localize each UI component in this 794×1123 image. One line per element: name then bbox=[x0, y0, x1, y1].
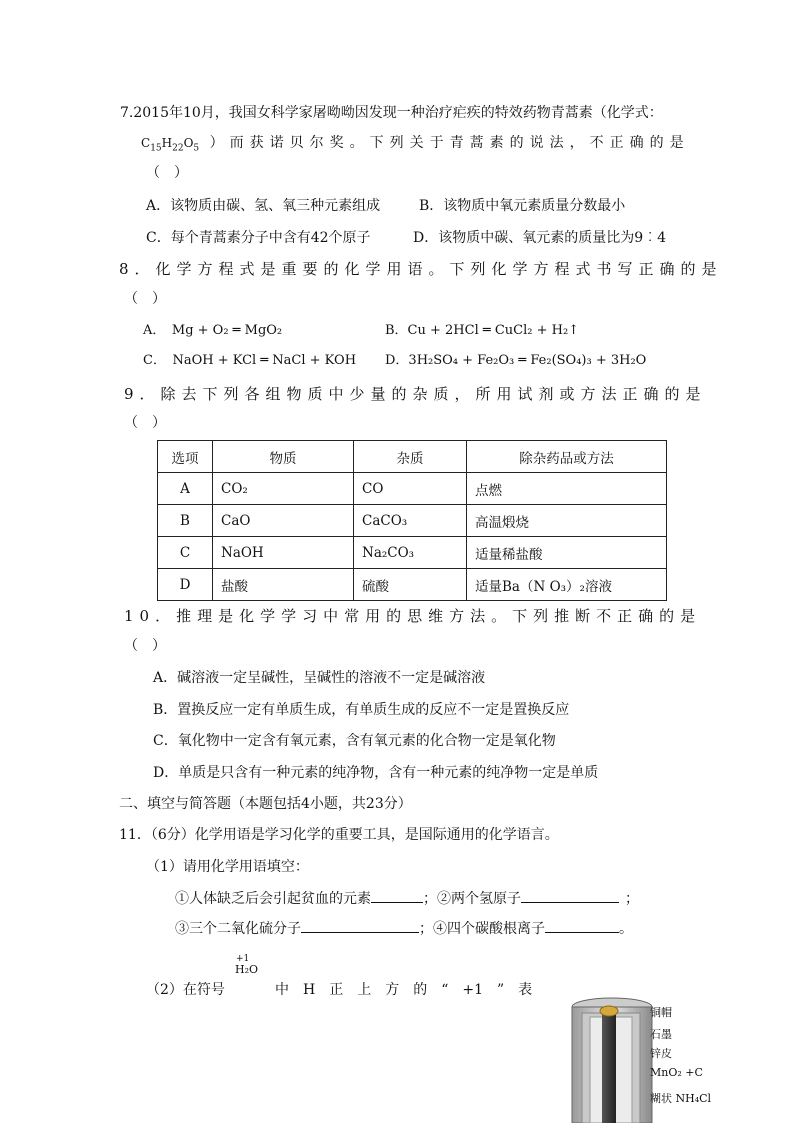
table-cell: CaO bbox=[213, 505, 354, 537]
table-header-row bbox=[158, 441, 667, 473]
answer-blank[interactable] bbox=[301, 918, 419, 933]
q9-table bbox=[157, 440, 667, 601]
table-cell: CaCO₃ bbox=[354, 505, 467, 537]
q11-blank-line2: ③三个二氧化硫分子 ；④四个碳酸根离子 。 bbox=[175, 918, 633, 939]
q10-option-d: D．单质是只含有一种元素的纯净物，含有一种元素的纯净物一定是单质 bbox=[153, 765, 599, 781]
table-header-cell: 杂质 bbox=[354, 441, 467, 473]
table-cell: 高温煅烧 bbox=[467, 505, 667, 537]
q11-part1: （1）请用化学用语填空： bbox=[146, 859, 309, 875]
table-row bbox=[158, 505, 667, 537]
q10-option-c: C．氧化物中一定含有氧元素，含有氧元素的化合物一定是氧化物 bbox=[153, 733, 556, 749]
battery-label-copper-cap: 铜帽 bbox=[650, 1006, 672, 1019]
q8-option-d: D．3H₂SO₄ + Fe₂O₃ ═ Fe₂(SO₄)₃ + 3H₂O bbox=[385, 353, 647, 368]
section-heading: 二、填空与简答题（本题包括4小题，共23分） bbox=[119, 796, 412, 812]
q7-option-b: B．该物质中氧元素质量分数最小 bbox=[419, 198, 626, 214]
table-header-cell: 除杂药品或方法 bbox=[467, 441, 667, 473]
q7-stem-line2: $C_{15}H_{22}O_5$ ）而获诺贝尔奖。下列关于青蒿素的说法，不正确的是 bbox=[141, 135, 690, 154]
table-cell: CO bbox=[354, 473, 467, 505]
q11-stem: 11．（6分）化学用语是学习化学的重要工具，是国际通用的化学语言。 bbox=[119, 827, 559, 843]
q8-option-b: B．Cu + 2HCl ═ CuCl₂ + H₂↑ bbox=[385, 323, 580, 338]
table-header-cell: 选项 bbox=[158, 441, 213, 473]
q8-option-a: A． Mg + O₂ ═ MgO₂ bbox=[143, 323, 283, 338]
battery-label-graphite: 石墨 bbox=[650, 1028, 672, 1041]
q7-stem-line1: 7.2015年10月，我国女科学家屠呦呦因发现一种治疗疟疾的特效药物青蒿素（化学式： bbox=[120, 105, 663, 121]
symbol-formula: H₂O bbox=[235, 963, 259, 976]
table-cell: A bbox=[158, 473, 213, 505]
table-cell: NaOH bbox=[213, 537, 354, 569]
table-cell: 硫酸 bbox=[354, 569, 467, 601]
q11-blank-line1: ①人体缺乏后会引起贫血的元素 ；②两个氢原子 ； bbox=[175, 888, 639, 909]
table-cell: 点燃 bbox=[467, 473, 667, 505]
q8-option-c: C． NaOH + KCl ═ NaCl + KOH bbox=[143, 353, 357, 368]
copper-cap bbox=[600, 1006, 618, 1016]
q7-option-a: A．该物质由碳、氢、氧三种元素组成 bbox=[146, 198, 381, 214]
battery-label-mno2: MnO₂ +C bbox=[650, 1066, 703, 1079]
table-cell: 适量稀盐酸 bbox=[467, 537, 667, 569]
q7-option-d: D．该物质中碳、氧元素的质量比为9︰4 bbox=[413, 230, 667, 246]
table-cell: B bbox=[158, 505, 213, 537]
graphite-rod bbox=[602, 1015, 616, 1123]
table-cell: 适量Ba（N O₃）₂溶液 bbox=[467, 569, 667, 601]
q11-part2-text: 中 H 正 上 方 的 “ +1 ” 表 bbox=[275, 982, 533, 998]
q10-paren: （ ） bbox=[124, 638, 166, 654]
table-header-cell: 物质 bbox=[213, 441, 354, 473]
q7-option-c: C．每个青蒿素分子中含有42个原子 bbox=[146, 230, 371, 246]
q8-paren: （ ） bbox=[124, 291, 166, 307]
table-cell: CO₂ bbox=[213, 473, 354, 505]
q9-paren: （ ） bbox=[124, 415, 166, 431]
table-row bbox=[158, 473, 667, 505]
q10-option-a: A．碱溶液一定呈碱性，呈碱性的溶液不一定是碱溶液 bbox=[153, 670, 486, 686]
q8-stem: 8．化学方程式是重要的化学用语。下列化学方程式书写正确的是 bbox=[119, 260, 723, 278]
table-cell: 盐酸 bbox=[213, 569, 354, 601]
table-row bbox=[158, 569, 667, 601]
battery-label-nh4cl: 糊状 NH₄Cl bbox=[650, 1092, 712, 1105]
table-cell: C bbox=[158, 537, 213, 569]
table-cell: D bbox=[158, 569, 213, 601]
q9-stem: 9．除去下列各组物质中少量的杂质，所用试剂或方法正确的是 bbox=[124, 385, 707, 403]
table-row bbox=[158, 537, 667, 569]
battery-diagram bbox=[566, 995, 658, 1123]
answer-blank[interactable] bbox=[521, 888, 619, 903]
q10-option-b: B．置换反应一定有单质生成，有单质生成的反应不一定是置换反应 bbox=[153, 702, 570, 718]
q11-part2-prefix: （2）在符号 bbox=[146, 982, 225, 998]
q7-paren: （ ） bbox=[146, 165, 188, 181]
answer-blank[interactable] bbox=[545, 918, 619, 933]
battery-label-zinc: 锌皮 bbox=[650, 1047, 672, 1060]
table-cell: Na₂CO₃ bbox=[354, 537, 467, 569]
answer-blank[interactable] bbox=[371, 888, 423, 903]
q7-formula: $C_{15}H_{22}O_5$ bbox=[141, 136, 200, 154]
q10-stem: 10．推理是化学学习中常用的思维方法。下列推断不正确的是 bbox=[124, 607, 702, 625]
symbol-charge: +1 bbox=[236, 954, 250, 964]
